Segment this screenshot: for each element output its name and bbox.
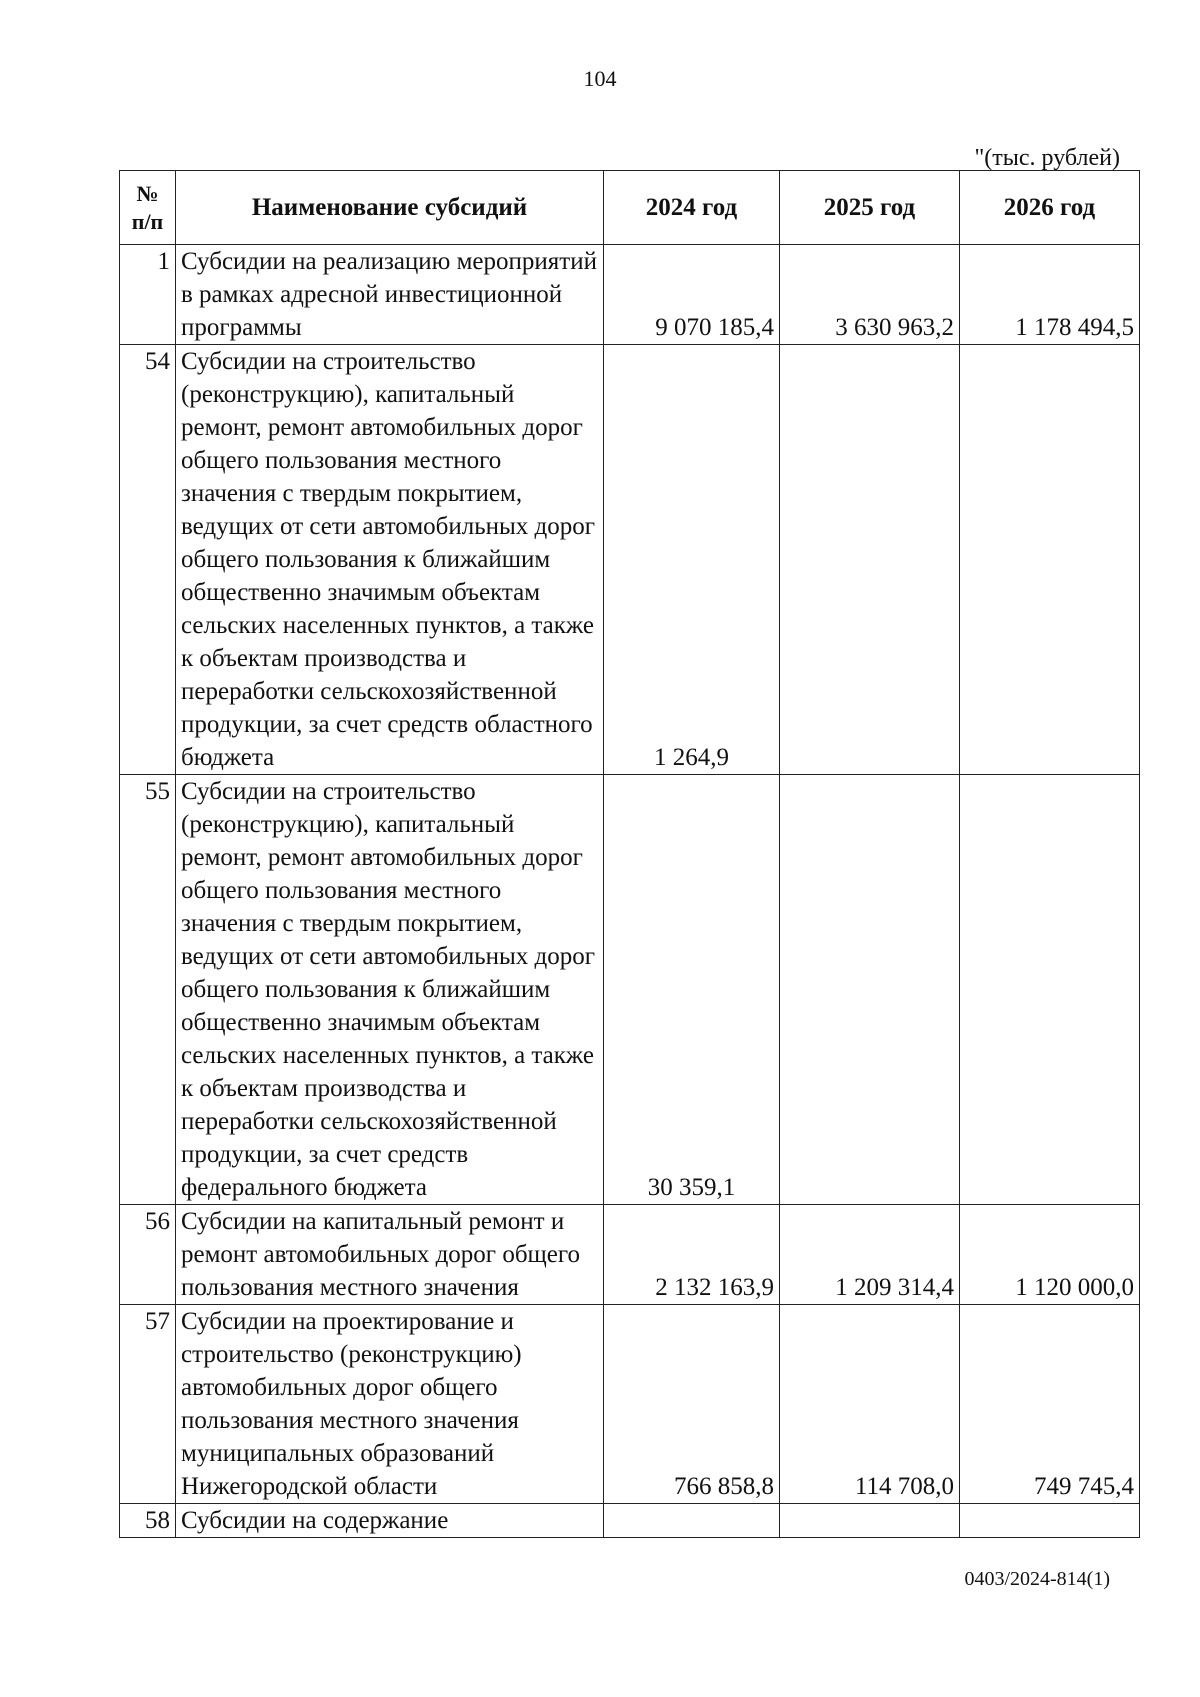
subsidy-name: Субсидии на капитальный ремонт и ремонт автомобильных дорог общего пользования местного значения	[176, 1205, 604, 1305]
value-2025: 114 708,0	[780, 1305, 960, 1504]
subsidy-name: Субсидии на содержание	[176, 1504, 604, 1538]
subsidy-name: Субсидии на строительство (реконструкцию), капитальный ремонт, ремонт автомобильных дорог общего пользования местного значения с твердым покрытием, ведущих от сети автомобильных дорог общего пользования к ближайшим общественно значимым объектам сельских населенных пунктов, а также к объектам производства и переработки сельскохозяйственной продукции, за счет средств областного бюджета	[176, 345, 604, 775]
row-number: 58	[120, 1504, 176, 1538]
row-number: 56	[120, 1205, 176, 1305]
subsidy-name: Субсидии на реализацию мероприятий в рамках адресной инвестиционной программы	[176, 245, 604, 345]
header-2024: 2024 год	[604, 171, 780, 245]
value-2024	[604, 1504, 780, 1538]
table-row	[120, 1205, 1140, 1305]
document-code: 0403/2024-814(1)	[964, 1568, 1110, 1590]
value-2026	[960, 345, 1140, 775]
table-row	[120, 345, 1140, 775]
table-row	[120, 1504, 1140, 1538]
table-header-row	[120, 171, 1140, 245]
value-2026	[960, 775, 1140, 1205]
value-2024: 766 858,8	[604, 1305, 780, 1504]
row-number: 57	[120, 1305, 176, 1504]
header-name: Наименование субсидий	[176, 171, 604, 245]
value-2025	[780, 1504, 960, 1538]
value-2024: 2 132 163,9	[604, 1205, 780, 1305]
value-2024: 1 264,9	[604, 345, 780, 775]
row-number: 1	[120, 245, 176, 345]
subsidy-name: Субсидии на строительство (реконструкцию), капитальный ремонт, ремонт автомобильных дорог общего пользования местного значения с твердым покрытием, ведущих от сети автомобильных дорог общего пользования к ближайшим общественно значимым объектам сельских населенных пунктов, а также к объектам производства и переработки сельскохозяйственной продукции, за счет средств федерального бюджета	[176, 775, 604, 1205]
value-2024: 9 070 185,4	[604, 245, 780, 345]
value-2025	[780, 345, 960, 775]
units-note: "(тыс. рублей)	[974, 145, 1120, 171]
value-2024: 30 359,1	[604, 775, 780, 1205]
value-2026	[960, 1504, 1140, 1538]
table-row	[120, 1305, 1140, 1504]
subsidy-name: Субсидии на проектирование и строительство (реконструкцию) автомобильных дорог общего пользования местного значения муниципальных образований Нижегородской области	[176, 1305, 604, 1504]
value-2025: 3 630 963,2	[780, 245, 960, 345]
value-2025	[780, 775, 960, 1205]
header-2025: 2025 год	[780, 171, 960, 245]
value-2025: 1 209 314,4	[780, 1205, 960, 1305]
table-row	[120, 245, 1140, 345]
row-number: 55	[120, 775, 176, 1205]
subsidies-table	[119, 170, 1140, 1538]
table-row	[120, 775, 1140, 1205]
page-number: 104	[583, 66, 617, 91]
value-2026: 1 120 000,0	[960, 1205, 1140, 1305]
header-number: № п/п	[120, 171, 176, 245]
row-number: 54	[120, 345, 176, 775]
value-2026: 1 178 494,5	[960, 245, 1140, 345]
value-2026: 749 745,4	[960, 1305, 1140, 1504]
header-2026: 2026 год	[960, 171, 1140, 245]
